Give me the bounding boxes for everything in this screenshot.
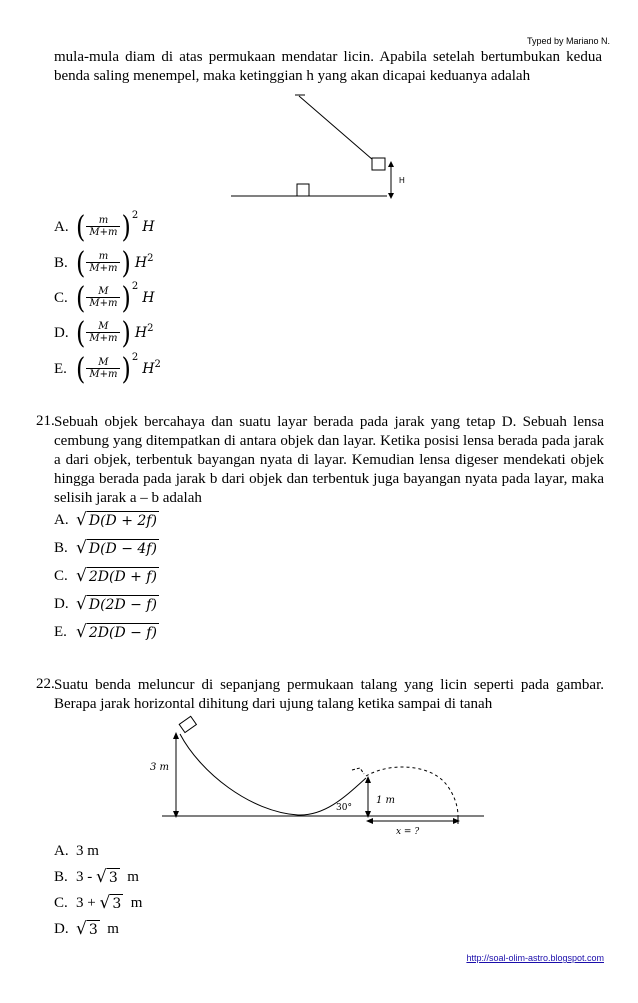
sqrt-expression — [76, 595, 159, 613]
fraction-denominator: M+m — [86, 226, 120, 239]
sqrt-expression — [76, 567, 159, 585]
fraction — [86, 215, 120, 239]
fraction-numerator: m — [98, 215, 109, 226]
exponent: 2 — [131, 351, 139, 363]
option-label: D. — [54, 920, 69, 937]
q20-height-label: H — [399, 176, 405, 185]
q20-option-a[interactable] — [54, 209, 155, 245]
option-label: B. — [54, 868, 68, 885]
option-unit: m — [99, 920, 119, 937]
q21-question: Sebuah objek bercahaya dan suatu layar berada pada jarak yang tetap D. Sebuah lensa cembung yang ditempatkan di antara objek dan layar. Ketika posisi lensa berada pada jarak a dari objek, terbentuk bayangan nyata di layar. Kemudian lensa digeser mendekati objek hingga berada pada jarak b dari objek dan terbentuk juga bayangan nyata pada layar, maka selisih jarak a – b adalah — [54, 414, 604, 506]
option-label: E. — [54, 360, 67, 377]
exponent: 2 — [131, 209, 139, 221]
sqrt-symbol: √ — [99, 893, 111, 913]
option-label: A. — [54, 511, 69, 528]
fraction-denominator: M+m — [86, 332, 120, 345]
option-unit: m — [123, 894, 143, 911]
blog-link[interactable]: http://soal-olim-astro.blogspot.com — [466, 953, 604, 963]
option-label: E. — [54, 623, 67, 640]
q22-ramp-figure — [140, 712, 490, 837]
radicand: 3 — [112, 896, 122, 912]
q21-option-d[interactable] — [54, 589, 159, 619]
left-paren: ( — [76, 315, 86, 351]
option-label: C. — [54, 289, 68, 306]
radicand: 3 — [88, 922, 98, 938]
q21-option-b[interactable] — [54, 533, 159, 563]
tail-symbol: H — [134, 325, 148, 341]
tail-symbol: H — [142, 361, 155, 377]
tail-symbol: H — [142, 290, 155, 306]
option-label: A. — [54, 842, 69, 859]
tail-symbol: H — [142, 219, 155, 235]
option-unit: m — [119, 868, 139, 885]
option-expression — [76, 280, 155, 316]
q20-option-b[interactable] — [54, 245, 154, 281]
radicand: D(D + 2f) — [88, 513, 157, 529]
q22-height-label: 3 m — [150, 762, 170, 773]
q21-option-e[interactable] — [54, 617, 159, 647]
fraction — [86, 357, 120, 381]
right-paren: ) — [121, 245, 131, 281]
sqrt-symbol: √ — [76, 919, 87, 939]
option-label: B. — [54, 539, 68, 556]
option-prefix: 3 + — [76, 894, 100, 911]
sqrt-expression — [76, 623, 159, 641]
option-expression — [76, 315, 154, 351]
option-expression — [76, 209, 155, 245]
q22-question: Suatu benda meluncur di sepanjang permukaan talang yang licin seperti pada gambar. Berapa jarak horizontal dihitung dari ujung talang ketika sampai di tanah — [54, 677, 604, 712]
q21-option-a[interactable] — [54, 505, 159, 535]
option-expression — [76, 351, 161, 387]
option-label: D. — [54, 595, 69, 612]
option-label: C. — [54, 894, 68, 911]
q20-intro: mula-mula diam di atas permukaan mendatar licin. Apabila setelah bertumbukan kedua benda saling menempel, maka ketinggian h yang akan dicapai keduanya adalah — [54, 49, 602, 84]
right-paren: ) — [121, 209, 131, 245]
tail-exponent: 2 — [147, 322, 154, 334]
option-prefix: 3 m — [76, 842, 99, 859]
fraction-numerator: M — [98, 357, 109, 368]
radicand: 3 — [108, 870, 118, 886]
q22-text — [54, 676, 604, 714]
q20-option-d[interactable] — [54, 315, 154, 351]
fraction-numerator: m — [98, 251, 109, 262]
option-label: A. — [54, 218, 69, 235]
right-paren: ) — [121, 351, 131, 387]
q22-distance-label: x = ? — [396, 827, 420, 837]
fraction — [86, 321, 120, 345]
option-expression — [76, 245, 154, 281]
tail-exponent: 2 — [154, 358, 161, 370]
sqrt-expression — [99, 894, 123, 912]
fraction — [86, 286, 120, 310]
fraction-denominator: M+m — [86, 262, 120, 275]
q22-end-height-label: 1 m — [376, 795, 396, 806]
sqrt-symbol: √ — [76, 510, 87, 530]
sqrt-symbol: √ — [76, 622, 87, 642]
left-paren: ( — [76, 209, 86, 245]
q20-intro-text — [54, 48, 602, 86]
fraction — [86, 251, 120, 275]
radicand: D(D − 4f) — [88, 541, 157, 557]
q21-text — [54, 413, 604, 508]
left-paren: ( — [76, 245, 86, 281]
option-label: B. — [54, 254, 68, 271]
radicand: D(2D − f) — [88, 597, 157, 613]
fraction-denominator: M+m — [86, 297, 120, 310]
q21-number: 21. — [36, 413, 55, 429]
option-label: C. — [54, 567, 68, 584]
sqrt-symbol: √ — [76, 538, 87, 558]
radicand: 2D(D + f) — [88, 569, 157, 585]
q21-option-c[interactable] — [54, 561, 159, 591]
typed-by-note: Typed by Mariano N. — [526, 36, 610, 46]
fraction-denominator: M+m — [86, 368, 120, 381]
left-paren: ( — [76, 351, 86, 387]
fraction-numerator: M — [98, 286, 109, 297]
q22-option-d[interactable] — [54, 914, 119, 944]
sqrt-symbol: √ — [96, 867, 107, 887]
option-label: D. — [54, 324, 69, 341]
left-paren: ( — [76, 280, 86, 316]
q22-number: 22. — [36, 676, 55, 692]
fraction-numerator: M — [98, 321, 109, 332]
exponent: 2 — [131, 280, 139, 292]
q20-option-c[interactable] — [54, 280, 155, 316]
option-prefix: 3 - — [76, 868, 96, 885]
sqrt-expression — [76, 511, 159, 529]
q20-pendulum-figure — [225, 90, 425, 205]
sqrt-symbol: √ — [76, 566, 87, 586]
sqrt-expression — [76, 539, 159, 557]
radicand: 2D(D − f) — [88, 625, 157, 641]
q22-angle-label: 30° — [336, 803, 352, 813]
right-paren: ) — [121, 280, 131, 316]
sqrt-expression — [76, 920, 100, 938]
sqrt-expression — [96, 868, 120, 886]
tail-exponent: 2 — [147, 252, 154, 264]
tail-symbol: H — [134, 255, 148, 271]
right-paren: ) — [121, 315, 131, 351]
q20-option-e[interactable] — [54, 351, 161, 387]
sqrt-symbol: √ — [76, 594, 87, 614]
